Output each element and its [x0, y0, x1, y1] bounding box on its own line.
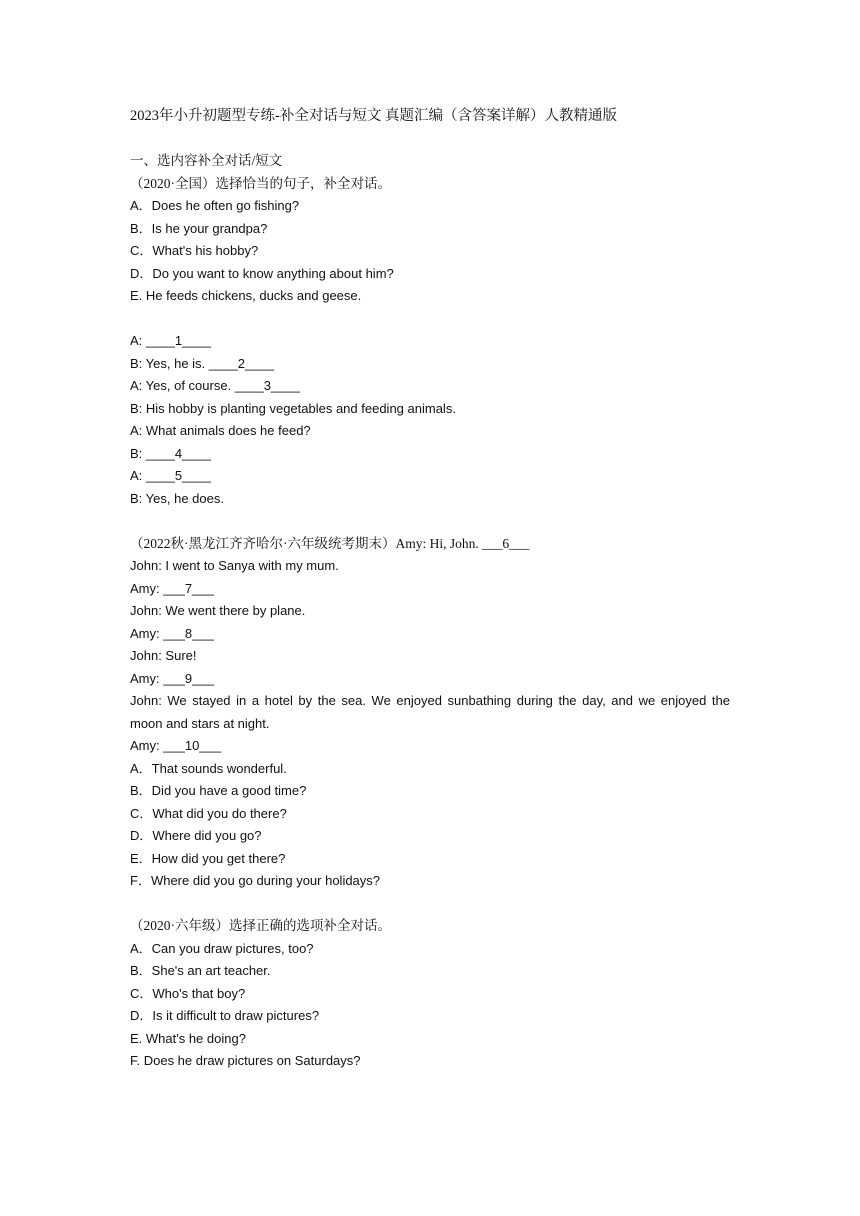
q1-dialogue-line: B: Yes, he is. ____2____ — [130, 355, 274, 371]
q3-option: E. What's he doing? — [130, 1030, 246, 1046]
q1-option: A．Does he often go fishing? — [130, 198, 300, 213]
spacer — [130, 510, 730, 533]
q2-option: A．That sounds wonderful. — [130, 760, 287, 776]
document-title: 2023年小升初题型专练-补全对话与短文 真题汇编（含答案详解）人教精通版 — [130, 108, 617, 124]
q1-dialogue-line: A: Yes, of course. ____3____ — [130, 378, 300, 393]
q1-dialogue-line: B: Yes, he does. — [130, 490, 224, 506]
q1-option: B．Is he your grandpa? — [130, 220, 268, 236]
q2-option: E．How did you get there? — [130, 850, 286, 866]
q3-option: B．She's an art teacher. — [130, 963, 271, 978]
q1-intro: （2020·全国）选择恰当的句子，补全对话。 — [130, 175, 391, 191]
q1-option: E. He feeds chickens, ducks and geese. — [130, 288, 362, 303]
q3-intro: （2020·六年级）选择正确的选项补全对话。 — [130, 918, 391, 933]
q2-dialogue-line: John: We stayed in a hotel by the sea. We enjoyed sunbathing during the day, and we enjoyed the moon and stars at night. — [130, 693, 730, 731]
q3-option: F. Does he draw pictures on Saturdays? — [130, 1053, 361, 1068]
q2-dialogue-line: Amy: ___7___ — [130, 580, 214, 596]
q2-option: F．Where did you go during your holidays? — [130, 873, 381, 888]
q1-option: C．What's his hobby? — [130, 243, 259, 258]
q2-intro: （2022秋·黑龙江齐齐哈尔·六年级统考期末）Amy: Hi, John. ___6___ — [130, 535, 530, 551]
q2-dialogue-line: Amy: ___8___ — [130, 625, 214, 641]
spacer — [130, 308, 730, 331]
q1-dialogue-line: A: ____1____ — [130, 333, 211, 348]
q2-dialogue-line: John: We went there by plane. — [130, 603, 306, 618]
q2-option: B．Did you have a good time? — [130, 783, 307, 798]
spacer — [130, 893, 730, 916]
q1-dialogue-line: B: His hobby is planting vegetables and feeding animals. — [130, 400, 456, 416]
q1-option: D．Do you want to know anything about him? — [130, 265, 394, 281]
q3-option: A．Can you draw pictures, too? — [130, 940, 314, 956]
q2-dialogue-line: Amy: ___9___ — [130, 670, 214, 686]
q1-dialogue-line: A: ____5____ — [130, 468, 211, 483]
section-heading: 一、选内容补全对话/短文 — [130, 153, 283, 168]
q2-option: C．What did you do there? — [130, 805, 287, 821]
q1-dialogue-line: B: ____4____ — [130, 445, 211, 461]
q2-dialogue-line: Amy: ___10___ — [130, 738, 222, 753]
q2-option: D．Where did you go? — [130, 828, 262, 843]
q3-option: C．Who's that boy? — [130, 985, 246, 1001]
q3-option: D．Is it difficult to draw pictures? — [130, 1008, 320, 1023]
q1-dialogue-line: A: What animals does he feed? — [130, 423, 311, 438]
q2-dialogue-line: John: Sure! — [130, 648, 197, 663]
document-page — [130, 105, 730, 1073]
q2-dialogue-line: John: I went to Sanya with my mum. — [130, 558, 339, 573]
